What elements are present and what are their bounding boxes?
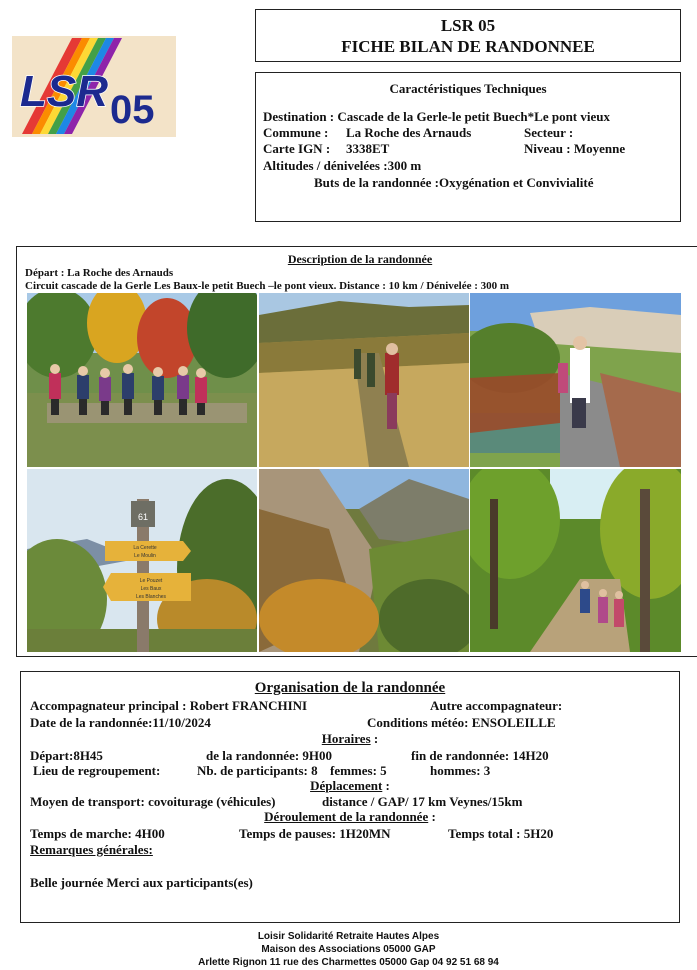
tech-commune-value: La Roche des Arnauds (346, 125, 472, 140)
organisation-box (20, 671, 680, 923)
tech-carte-value: 3338ET (346, 141, 390, 156)
org-deroulement-colon: : (428, 809, 436, 824)
org-temps-marche: Temps de marche: 4H00 (30, 826, 165, 841)
org-horaires-colon: : (370, 731, 379, 746)
tech-niveau: Niveau : Moyenne (524, 141, 626, 156)
org-depart: Départ:8H45 (30, 748, 103, 763)
org-autre-accompagnateur: Autre accompagnateur: (430, 698, 563, 713)
svg-text:LSR: LSR (20, 67, 108, 116)
signpost-number: 61 (137, 512, 149, 522)
org-hommes: hommes: 3 (430, 763, 491, 778)
logo-number: 05 (110, 88, 155, 132)
org-femmes: femmes: 5 (330, 763, 387, 778)
tech-carte-label: Carte IGN : (263, 141, 331, 156)
org-lieu: Lieu de regroupement: (33, 763, 161, 778)
description-circuit: Circuit cascade de la Gerle Les Baux-le petit Buech –le pont vieux. Distance : 10 km / Dénivelée : 300 m (25, 280, 510, 292)
tech-altitudes: Altitudes / dénivelées :300 m (263, 158, 422, 173)
photo-trail-signpost (27, 469, 257, 652)
org-temps-total: Temps total : 5H20 (448, 826, 554, 841)
org-accompagnateur: Accompagnateur principal : Robert FRANCHINI (30, 698, 308, 713)
photo-bridge-over-river (470, 293, 681, 467)
header-title: LSR 05 (440, 16, 496, 35)
org-date: Date de la randonnée:11/10/2024 (30, 715, 211, 730)
tech-secteur: Secteur : (524, 125, 574, 140)
sign2-line2: Les Baux (140, 586, 162, 592)
description-box (16, 246, 697, 657)
technical-characteristics-box (255, 72, 681, 222)
footer-line1: Loisir Solidarité Retraite Hautes Alpes (257, 931, 440, 942)
org-remarques-label: Remarques générales: (30, 842, 153, 857)
title-box (255, 9, 681, 62)
sign1-line1: La Cerette (133, 545, 157, 551)
org-deroulement-heading (21, 809, 679, 825)
org-fin: fin de randonnée: 14H20 (411, 748, 549, 763)
org-commentaire: Belle journée Merci aux participants(es) (30, 875, 253, 890)
sign2-line3: Les Blanches (135, 594, 167, 600)
photo-hikers-grassy-path (259, 293, 469, 467)
org-transport: Moyen de transport: covoiturage (véhicules) (30, 794, 276, 809)
org-horaires-heading (21, 731, 679, 747)
org-debut: de la randonnée: 9H00 (206, 748, 333, 763)
org-temps-pauses: Temps de pauses: 1H20MN (239, 826, 391, 841)
tech-commune-label: Commune : (263, 125, 329, 140)
tech-destination: Destination : Cascade de la Gerle-le petit Buech*Le pont vieux (263, 109, 610, 124)
footer-line3: Arlette Rignon 11 rue des Charmettes 05000 Gap 04 92 51 68 94 (198, 957, 499, 968)
description-heading: Description de la randonnée (287, 252, 433, 266)
sign1-line2: Le Moulin (134, 553, 156, 559)
tech-buts: Buts de la randonnée :Oxygénation et Convivialité (314, 175, 594, 190)
footer (0, 930, 697, 969)
org-deplacement-colon: : (382, 778, 390, 793)
org-deplacement-label: Déplacement (310, 778, 383, 793)
org-deroulement-label: Déroulement de la randonnée (264, 809, 429, 824)
photo-forest-path (470, 469, 681, 652)
photo-group-autumn-trees (27, 293, 257, 467)
org-deplacement-heading (21, 778, 679, 794)
footer-line2: Maison des Associations 05000 GAP (261, 944, 436, 955)
org-horaires-label: Horaires (321, 731, 371, 746)
header-subtitle: FICHE BILAN DE RANDONNEE (341, 37, 595, 56)
photo-gorge-cliffs (259, 469, 469, 652)
org-meteo: Conditions météo: ENSOLEILLE (367, 715, 556, 730)
lsr-logo (12, 36, 176, 137)
description-depart: Départ : La Roche des Arnauds (25, 267, 174, 279)
tech-heading: Caractéristiques Techniques (389, 81, 547, 96)
org-distance: distance / GAP/ 17 km Veynes/15km (322, 794, 523, 809)
org-participants: Nb. de participants: 8 (197, 763, 318, 778)
organisation-heading: Organisation de la randonnée (254, 680, 446, 696)
sign2-line1: Le Pouzet (139, 578, 163, 584)
